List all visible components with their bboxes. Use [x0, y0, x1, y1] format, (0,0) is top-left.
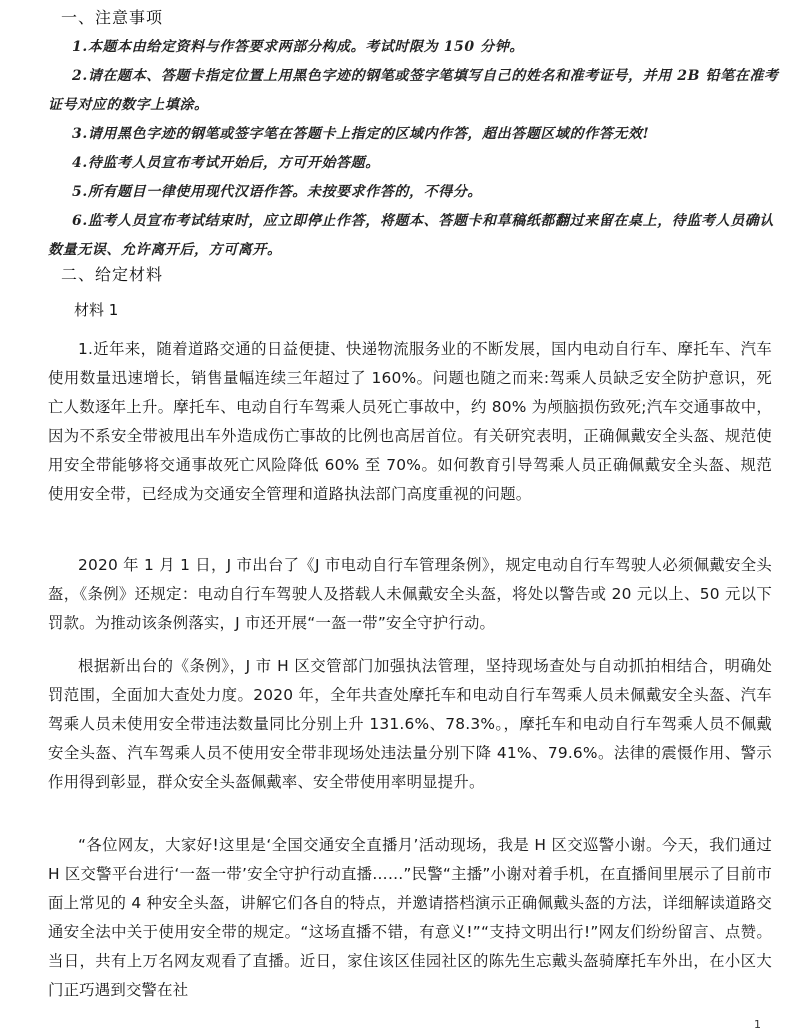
- notice-item-6: 6.监考人员宣布考试结束时，应立即停止作答，将题本、答题卡和草稿纸都翻过来留在桌上，待监考人员确认数量无误、允许离开后，方可离开。: [48, 213, 775, 258]
- section-heading-notice: 一、注意事项: [61, 8, 164, 27]
- material-paragraph-2: 2020 年 1 月 1 日，J 市出台了《J 市电动自行车管理条例》，规定电动自行车驾驶人必须佩戴安全头盔，《条例》还规定：电动自行车驾驶人及搭载人未佩戴安全头盔，将处以警告或 20 元以上、50 元以下罚款。为推动该条例落实，J 市还开展“一盔一带”安全守护行动。: [48, 556, 772, 632]
- notice-item-5: 5.所有题目一律使用现代汉语作答。未按要求作答的，不得分。: [72, 184, 483, 200]
- material-paragraph-1: 1.近年来，随着道路交通的日益便捷、快递物流服务业的不断发展，国内电动自行车、摩托车、汽车使用数量迅速增长，销售量幅连续三年超过了 160%。问题也随之而来:驾乘人员缺乏安全防护意识，死亡人数逐年上升。摩托车、电动自行车驾乘人员死亡事故中，约 80% 为颅脑损伤致死;汽车交通事故中，因为不系安全带被甩出车外造成伤亡事故的比例也高居首位。有关研究表明，正确佩戴安全头盔、规范使用安全带能够将交通事故死亡风险降低 60% 至 70%。如何教育引导驾乘人员正确佩戴安全头盔、规范使用安全带，已经成为交通安全管理和道路执法部门高度重视的问题。: [48, 340, 772, 503]
- section-heading-materials: 二、给定材料: [61, 265, 164, 284]
- notice-item-4: 4.待监考人员宣布考试开始后，方可开始答题。: [72, 155, 380, 171]
- material-title: 材料 1: [74, 301, 119, 319]
- page-number: 1: [754, 1018, 761, 1031]
- material-paragraph-3: 根据新出台的《条例》，J 市 H 区交管部门加强执法管理，坚持现场查处与自动抓拍相结合，明确处罚范围，全面加大查处力度。2020 年，全年共查处摩托车和电动自行车驾乘人员未佩戴安全头盔、汽车驾乘人员未使用安全带违法数量同比分别上升 131.6%、78.3%。，摩托车和电动自行车驾乘人员不佩戴安全头盔、汽车驾乘人员不使用安全带非现场处违法量分别下降 41%、79.6%。法律的震慑作用、警示作用得到彰显，群众安全头盔佩戴率、安全带使用率明显提升。: [48, 657, 772, 791]
- material-paragraph-4: “各位网友，大家好!这里是‘全国交通安全直播月’活动现场，我是 H 区交巡警小谢。今天，我们通过 H 区交警平台进行‘一盔一带’安全守护行动直播……”民警“主播”小谢对着手机，在直播间里展示了目前市面上常见的 4 种安全头盔，讲解它们各自的特点，并邀请搭档演示正确佩戴头盔的方法，详细解读道路交通安全法中关于使用安全带的规定。“这场直播不错，有意义!”“支持文明出行!”网友们纷纷留言、点赞。当日，共有上万名网友观看了直播。近日，家住该区佳园社区的陈先生忘戴头盔骑摩托车外出，在小区大门正巧遇到交警在社: [48, 836, 772, 999]
- notice-item-3: 3.请用黑色字迹的钢笔或签字笔在答题卡上指定的区域内作答，超出答题区域的作答无效!: [72, 126, 650, 142]
- notice-item-2: 2.请在题本、答题卡指定位置上用黑色字迹的钢笔或签字笔填写自己的姓名和准考证号，并用 2B 铅笔在准考证号对应的数字上填涂。: [48, 68, 779, 113]
- notice-item-1: 1.本题本由给定资料与作答要求两部分构成。考试时限为 150 分钟。: [72, 39, 524, 55]
